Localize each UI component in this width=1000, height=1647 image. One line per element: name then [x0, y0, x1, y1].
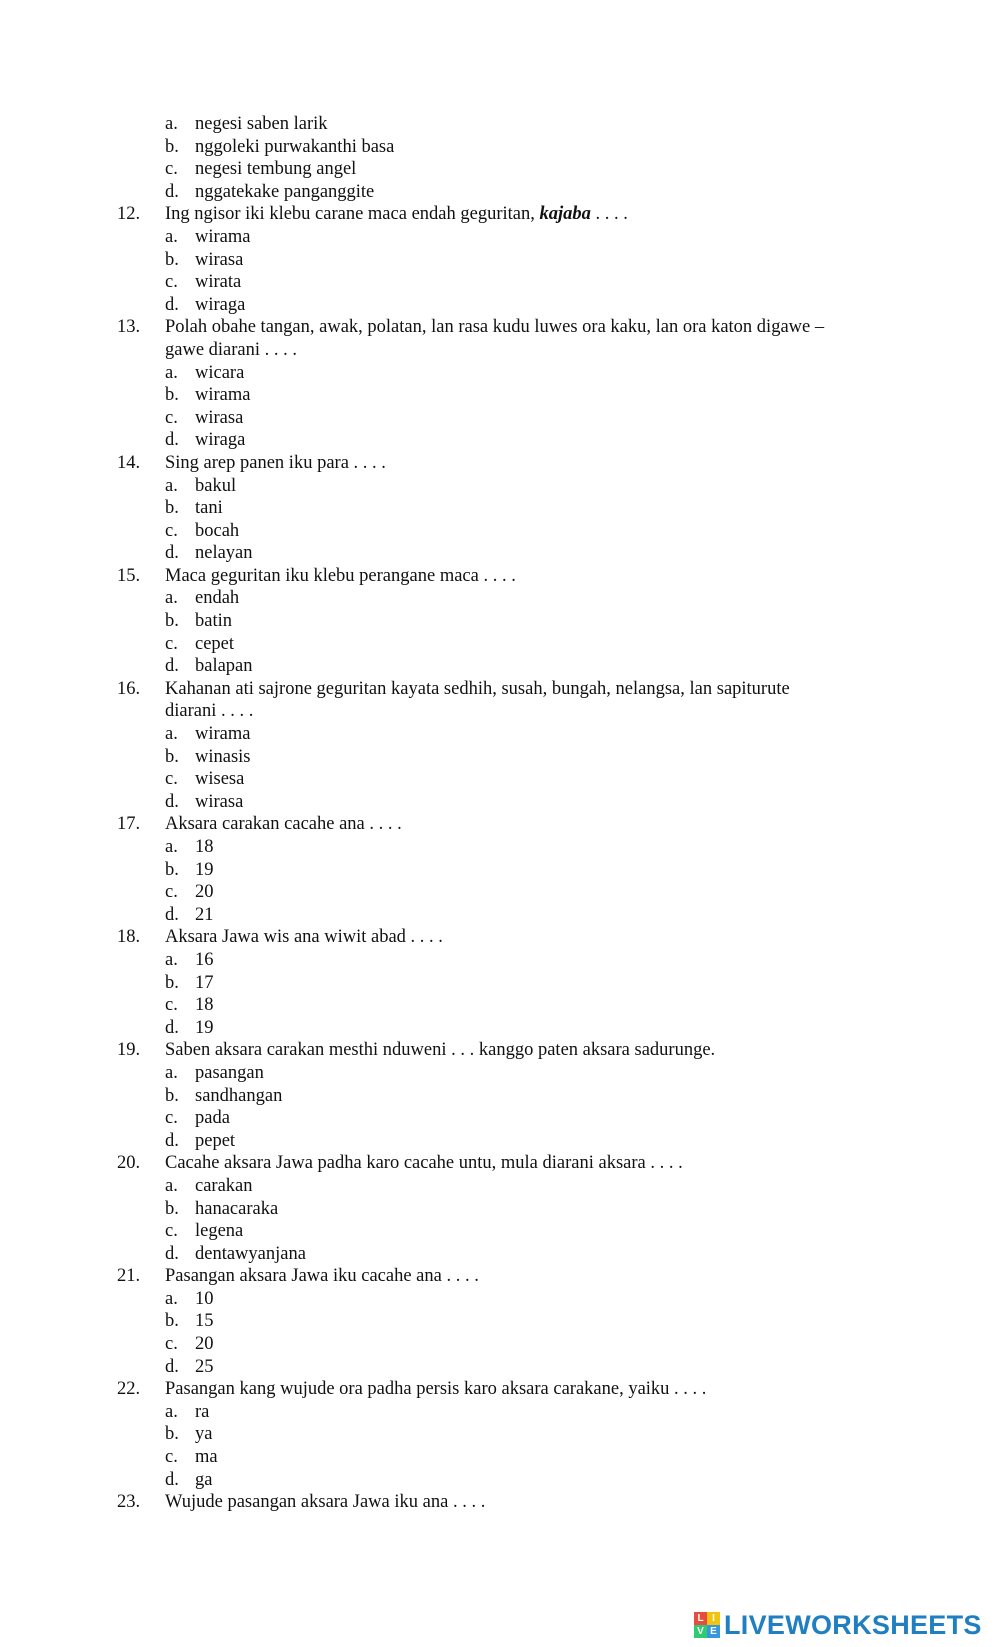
option-text: winasis	[195, 746, 251, 767]
option-text: wirama	[195, 385, 251, 406]
answer-option	[0, 362, 1000, 385]
answer-option	[0, 249, 1000, 272]
option-letter: c.	[165, 633, 178, 654]
option-letter: d.	[165, 904, 179, 925]
option-letter: a.	[165, 1062, 178, 1083]
answer-option	[0, 836, 1000, 859]
question-text: Cacahe aksara Jawa padha karo cacahe untu, mula diarani aksara . . . .	[165, 1153, 683, 1174]
option-text: wirama	[195, 226, 251, 247]
option-text: wirasa	[195, 249, 244, 270]
option-text: 18	[195, 837, 214, 857]
question-text: Maca geguritan iku klebu perangane maca . . . .	[165, 565, 516, 586]
option-text: ga	[195, 1469, 213, 1490]
answer-option	[0, 1220, 1000, 1243]
logo-text: LIVEWORKSHEETS	[724, 1609, 982, 1640]
answer-option	[0, 1288, 1000, 1311]
option-text: tani	[195, 498, 223, 519]
option-text: 16	[195, 949, 214, 970]
answer-option	[0, 1130, 1000, 1153]
question-number: 13.	[117, 317, 141, 338]
question-text: Sing arep panen iku para . . . .	[165, 452, 386, 473]
question-text: Pasangan kang wujude ora padha persis karo aksara carakane, yaiku . . . .	[165, 1379, 707, 1400]
answer-option	[0, 429, 1000, 452]
answer-option	[0, 610, 1000, 633]
question-row	[0, 452, 1000, 475]
option-text: cepet	[195, 633, 235, 654]
logo-icon-tile: I	[707, 1612, 720, 1625]
answer-option	[0, 1062, 1000, 1085]
option-letter: b.	[165, 859, 179, 880]
option-text: wirata	[195, 272, 242, 293]
answer-option	[0, 768, 1000, 791]
logo-icon-tile: E	[707, 1625, 720, 1638]
question-text: Wujude pasangan aksara Jawa iku ana . . . .	[165, 1492, 486, 1513]
option-letter: d.	[165, 1017, 179, 1038]
option-text: dentawyanjana	[195, 1243, 306, 1264]
option-letter: b.	[165, 498, 179, 519]
option-text: 15	[195, 1311, 214, 1332]
option-letter: c.	[165, 272, 178, 293]
option-text: 21	[195, 904, 214, 925]
question-number: 19.	[117, 1040, 141, 1061]
answer-option	[0, 1401, 1000, 1424]
question-number: 17.	[117, 814, 141, 835]
answer-option	[0, 226, 1000, 249]
answer-option	[0, 587, 1000, 610]
question-number: 21.	[117, 1266, 141, 1287]
option-text: legena	[195, 1221, 244, 1242]
question-text	[165, 203, 628, 226]
answer-option	[0, 1017, 1000, 1040]
answer-option	[0, 1356, 1000, 1379]
option-letter: d.	[165, 656, 179, 677]
option-letter: b.	[165, 1424, 179, 1445]
option-letter: c.	[165, 882, 178, 903]
option-text: ra	[195, 1401, 210, 1422]
option-text: nggatekake panganggite	[195, 181, 375, 202]
option-letter: d.	[165, 1356, 179, 1377]
question-number: 12.	[117, 204, 141, 225]
logo-icon-tile: L	[694, 1612, 707, 1625]
question-row	[0, 203, 1000, 226]
answer-option	[0, 1085, 1000, 1108]
option-letter: d.	[165, 543, 179, 564]
option-letter: a.	[165, 949, 178, 970]
option-letter: c.	[165, 159, 178, 180]
worksheet-page	[0, 113, 1000, 1514]
answer-option	[0, 181, 1000, 204]
question-number: 14.	[117, 452, 141, 473]
option-letter: d.	[165, 1469, 179, 1490]
answer-option	[0, 1198, 1000, 1221]
answer-option	[0, 271, 1000, 294]
option-text: endah	[195, 588, 240, 609]
option-letter: c.	[165, 520, 178, 541]
question-text: Saben aksara carakan mesthi nduweni . . . kanggo paten aksara sadurunge.	[165, 1040, 716, 1061]
option-text: pada	[195, 1108, 230, 1129]
option-text: wiraga	[195, 294, 246, 315]
answer-option	[0, 859, 1000, 882]
option-text: sandhangan	[195, 1085, 283, 1106]
option-letter: c.	[165, 995, 178, 1016]
question-row	[0, 1378, 1000, 1401]
option-text: 19	[195, 859, 214, 880]
option-text: negesi saben larik	[195, 114, 328, 134]
option-text: wirasa	[195, 407, 244, 428]
option-text: nggoleki purwakanthi basa	[195, 136, 395, 157]
option-text: ya	[195, 1424, 213, 1445]
answer-option	[0, 1107, 1000, 1130]
question-text: Kahanan ati sajrone geguritan kayata sedhih, susah, bungah, nelangsa, lan sapiturute	[165, 678, 790, 699]
liveworksheets-logo	[694, 1608, 982, 1642]
question-number: 22.	[117, 1379, 141, 1400]
option-letter: b.	[165, 746, 179, 767]
option-letter: a.	[165, 1175, 178, 1196]
option-text: pasangan	[195, 1062, 264, 1083]
option-text: wiraga	[195, 430, 246, 451]
answer-option	[0, 1310, 1000, 1333]
option-text: balapan	[195, 656, 253, 677]
option-letter: b.	[165, 1198, 179, 1219]
question-row	[0, 1152, 1000, 1175]
option-text: 19	[195, 1017, 214, 1038]
answer-option	[0, 294, 1000, 317]
option-text: wirasa	[195, 791, 244, 812]
option-letter: d.	[165, 1130, 179, 1151]
answer-option	[0, 949, 1000, 972]
option-text: ma	[195, 1447, 218, 1468]
logo-icon-tile: V	[694, 1625, 707, 1638]
option-text: batin	[195, 611, 232, 632]
option-letter: c.	[165, 1334, 178, 1355]
question-row	[0, 316, 1000, 339]
question-row	[0, 1039, 1000, 1062]
option-letter: b.	[165, 136, 179, 157]
answer-option	[0, 1446, 1000, 1469]
answer-option	[0, 972, 1000, 995]
question-text: Pasangan aksara Jawa iku cacahe ana . . . .	[165, 1266, 479, 1287]
option-text: bakul	[195, 475, 237, 496]
question-number: 16.	[117, 678, 141, 699]
option-letter: b.	[165, 249, 179, 270]
question-row	[0, 565, 1000, 588]
answer-option	[0, 136, 1000, 159]
option-letter: c.	[165, 769, 178, 790]
option-letter: d.	[165, 294, 179, 315]
answer-option	[0, 1243, 1000, 1266]
option-text: wisesa	[195, 769, 245, 790]
question-text: diarani . . . .	[165, 701, 254, 722]
option-letter: a.	[165, 475, 178, 496]
option-letter: a.	[165, 226, 178, 247]
option-letter: c.	[165, 1447, 178, 1468]
option-letter: b.	[165, 972, 179, 993]
question-row	[0, 1265, 1000, 1288]
option-text: 25	[195, 1356, 214, 1377]
option-text: wirama	[195, 724, 251, 745]
option-text: 20	[195, 1334, 214, 1355]
option-letter: a.	[165, 362, 178, 383]
question-text-part: . . . .	[590, 204, 628, 225]
option-letter: d.	[165, 1243, 179, 1264]
option-letter: b.	[165, 385, 179, 406]
question-text: Aksara carakan cacahe ana . . . .	[165, 814, 402, 835]
liveworksheets-logo-icon	[694, 1612, 720, 1638]
answer-option	[0, 1333, 1000, 1356]
answer-option	[0, 633, 1000, 656]
answer-option	[0, 384, 1000, 407]
question-continuation	[0, 339, 1000, 362]
answer-option	[0, 723, 1000, 746]
answer-option	[0, 1423, 1000, 1446]
option-letter: c.	[165, 1108, 178, 1129]
option-letter: b.	[165, 1085, 179, 1106]
answer-option	[0, 791, 1000, 814]
answer-option	[0, 655, 1000, 678]
question-number: 23.	[117, 1492, 141, 1513]
option-text: 17	[195, 972, 214, 993]
option-text: pepet	[195, 1130, 236, 1151]
question-text: gawe diarani . . . .	[165, 339, 298, 360]
option-letter: c.	[165, 407, 178, 428]
question-number: 18.	[117, 927, 141, 948]
option-text: nelayan	[195, 543, 253, 564]
question-number: 20.	[117, 1153, 141, 1174]
option-text: 18	[195, 995, 214, 1016]
question-emphasis: kajaba	[539, 204, 591, 225]
option-letter: a.	[165, 1401, 178, 1422]
option-text: carakan	[195, 1175, 253, 1196]
option-letter: b.	[165, 1311, 179, 1332]
answer-option	[0, 497, 1000, 520]
option-text: negesi tembung angel	[195, 159, 357, 180]
question-text-part: Ing ngisor iki klebu carane maca endah geguritan,	[165, 204, 540, 225]
question-text: Polah obahe tangan, awak, polatan, lan rasa kudu luwes ora kaku, lan ora katon digawe –	[165, 317, 825, 338]
option-letter: d.	[165, 791, 179, 812]
option-letter: c.	[165, 1221, 178, 1242]
option-text: 20	[195, 882, 214, 903]
answer-option	[0, 407, 1000, 430]
option-letter: d.	[165, 181, 179, 202]
question-row	[0, 1491, 1000, 1514]
option-text: 10	[195, 1288, 214, 1309]
option-letter: b.	[165, 611, 179, 632]
option-letter: a.	[165, 837, 178, 857]
answer-option	[0, 475, 1000, 498]
option-letter: a.	[165, 588, 178, 609]
answer-option	[0, 1175, 1000, 1198]
answer-option	[0, 1469, 1000, 1492]
question-row	[0, 678, 1000, 701]
answer-option	[0, 904, 1000, 927]
answer-option	[0, 158, 1000, 181]
answer-option	[0, 520, 1000, 543]
question-number: 15.	[117, 565, 141, 586]
question-text: Aksara Jawa wis ana wiwit abad . . . .	[165, 927, 443, 948]
option-letter: a.	[165, 724, 178, 745]
option-letter: a.	[165, 114, 178, 134]
option-letter: d.	[165, 430, 179, 451]
answer-option	[0, 113, 1000, 136]
answer-option	[0, 881, 1000, 904]
question-continuation	[0, 700, 1000, 723]
answer-option	[0, 994, 1000, 1017]
answer-option	[0, 542, 1000, 565]
option-text: bocah	[195, 520, 240, 541]
answer-option	[0, 746, 1000, 769]
question-row	[0, 813, 1000, 836]
option-text: wicara	[195, 362, 245, 383]
option-text: hanacaraka	[195, 1198, 279, 1219]
question-row	[0, 926, 1000, 949]
option-letter: a.	[165, 1288, 178, 1309]
